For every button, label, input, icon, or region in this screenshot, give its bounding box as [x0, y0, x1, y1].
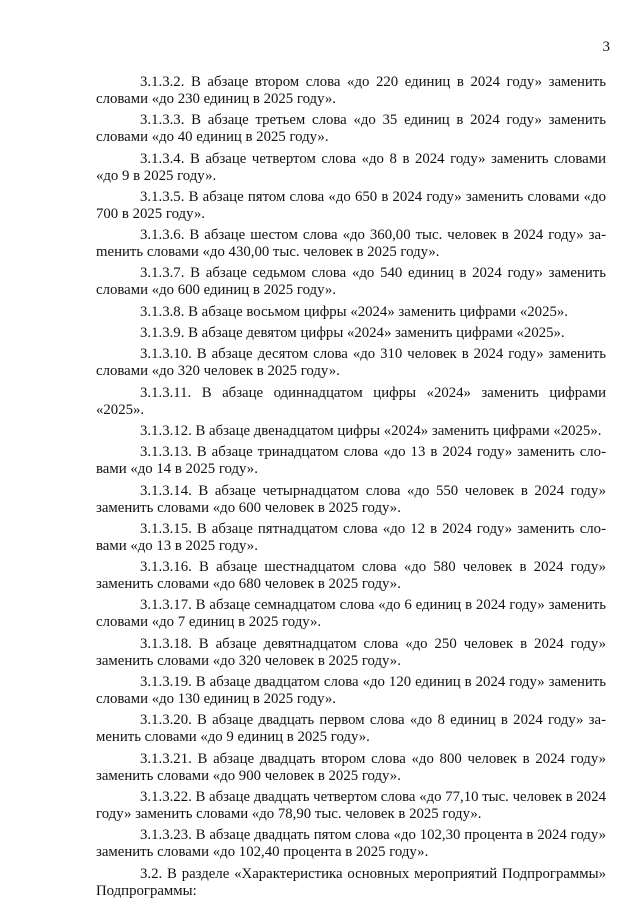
paragraph-3-1-3-7: 3.1.3.7. В абзаце седьмом слова «до 540 единиц в 2024 году» заменить словами «до 600 единиц в 2025 году».	[96, 265, 606, 299]
paragraph-3-1-3-19: 3.1.3.19. В абзаце двадцатом слова «до 120 единиц в 2024 году» заменить словами «до 130 единиц в 2025 году».	[96, 674, 606, 708]
paragraph-3-1-3-10: 3.1.3.10. В абзаце десятом слова «до 310 человек в 2024 году» заменить словами «до 320 человек в 2025 году».	[96, 346, 606, 380]
paragraph-3-1-3-20: 3.1.3.20. В абзаце двадцать первом слова «до 8 единиц в 2024 году» заменить словами «до 9 единиц в 2025 году».	[96, 712, 606, 746]
paragraph-3-1-3-22: 3.1.3.22. В абзаце двадцать четвертом слова «до 77,10 тыс. человек в 2024 году» заменить словами «до 78,90 тыс. человек в 2025 году».	[96, 788, 607, 822]
paragraph-3-2: 3.2. В разделе «Характеристика основных мероприятий Подпрограммы» Подпрограммы:	[96, 865, 606, 899]
paragraph-3-1-3-14: 3.1.3.14. В абзаце четырнадцатом слова «до 550 человек в 2024 году» заменить словами «до 600 человек в 2025 году».	[96, 482, 606, 516]
paragraph-3-1-3-9: 3.1.3.9. В абзаце девятом цифры «2024» заменить цифрами «2025».	[140, 325, 565, 342]
paragraph-3-1-3-8: 3.1.3.8. В абзаце восьмом цифры «2024» заменить цифрами «2025».	[140, 303, 568, 320]
paragraph-3-1-3-17: 3.1.3.17. В абзаце семнадцатом слова «до 6 единиц в 2024 году» заменить словами «до 7 единиц в 2025 году».	[96, 597, 606, 631]
page-number: 3	[602, 39, 610, 55]
paragraph-3-1-3-21: 3.1.3.21. В абзаце двадцать втором слова «до 800 человек в 2024 году» заменить словами «до 900 человек в 2025 году».	[96, 750, 606, 784]
paragraph-3-1-3-16: 3.1.3.16. В абзаце шестнадцатом слова «до 580 человек в 2024 году» заменить словами «до 680 человек в 2025 году».	[96, 559, 606, 593]
paragraph-3-1-3-11: 3.1.3.11. В абзаце одиннадцатом цифры «2024» заменить цифрами «2025».	[96, 384, 606, 418]
paragraph-3-1-3-2: 3.1.3.2. В абзаце втором слова «до 220 единиц в 2024 году» заменить словами «до 230 единиц в 2025 году».	[96, 74, 606, 107]
paragraph-3-1-3-4: 3.1.3.4. В абзаце четвертом слова «до 8 в 2024 году» заменить словами «до 9 в 2025 году».	[96, 150, 606, 184]
paragraph-3-1-3-3: 3.1.3.3. В абзаце третьем слова «до 35 единиц в 2024 году» заменить словами «до 40 единиц в 2025 году».	[96, 112, 606, 146]
paragraph-3-1-3-6: 3.1.3.6. В абзаце шестом слова «до 360,00 тыс. человек в 2024 году» заmенить словами «до 430,00 тыс. человек в 2025 году».	[96, 227, 606, 261]
paragraph-3-1-3-12: 3.1.3.12. В абзаце двенадцатом цифры «2024» заменить цифрами «2025».	[140, 422, 602, 439]
paragraph-3-1-3-23: 3.1.3.23. В абзаце двадцать пятом слова «до 102,30 процента в 2024 году» заменить словами «до 102,40 процента в 2025 году».	[96, 827, 606, 861]
paragraph-3-1-3-13: 3.1.3.13. В абзаце тринадцатом слова «до 13 в 2024 году» заменить словами «до 14 в 2025 году».	[96, 444, 606, 478]
document-body	[96, 74, 606, 904]
paragraph-3-1-3-18: 3.1.3.18. В абзаце девятнадцатом слова «до 250 человек в 2024 году» заменить словами «до 320 человек в 2025 году».	[96, 635, 606, 669]
paragraph-3-1-3-5: 3.1.3.5. В абзаце пятом слова «до 650 в 2024 году» заменить словами «до 700 в 2025 году».	[96, 188, 606, 222]
paragraph-3-1-3-15: 3.1.3.15. В абзаце пятнадцатом слова «до 12 в 2024 году» заменить словами «до 13 в 2025 году».	[96, 520, 606, 554]
